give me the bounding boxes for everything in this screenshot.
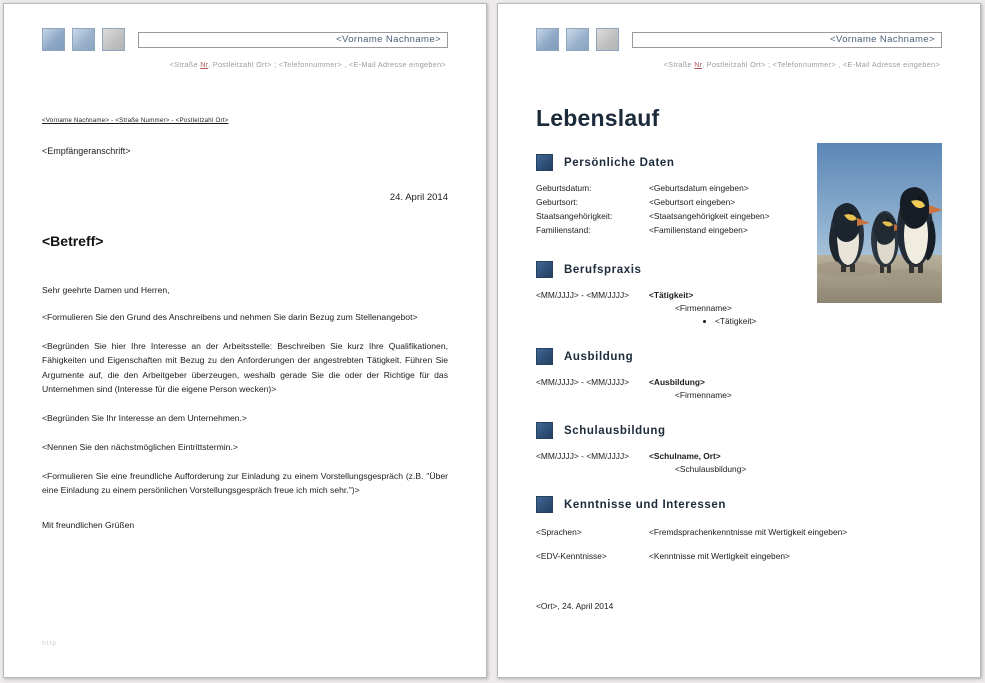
experience-bullet-list: [649, 316, 942, 326]
skills-value-it[interactable]: <Kenntnisse mit Wertigkeit eingeben>: [649, 551, 790, 561]
decor-square-gray-icon: [596, 28, 619, 51]
letter-subject[interactable]: <Betreff>: [42, 233, 104, 249]
skills-value-languages[interactable]: <Fremdsprachenkenntnisse mit Wertigkeit eingeben>: [649, 527, 848, 537]
cv-section-school-header: [536, 422, 942, 439]
section-marker-icon: [536, 422, 553, 439]
cv-education-entry[interactable]: [536, 377, 942, 400]
education-body: [649, 377, 942, 400]
experience-company[interactable]: <Firmenname>: [675, 303, 732, 313]
skills-key-it[interactable]: <EDV-Kenntnisse>: [536, 551, 607, 561]
letter-salutation[interactable]: Sehr geehrte Damen und Herren,: [42, 285, 170, 295]
cv-section-skills-title: Kenntnisse und Interessen: [564, 498, 726, 511]
skills-row-languages[interactable]: [536, 527, 942, 537]
table-row[interactable]: [536, 211, 770, 225]
experience-role[interactable]: <Tätigkeit>: [649, 290, 694, 300]
education-title[interactable]: <Ausbildung>: [649, 377, 705, 387]
applicant-photo[interactable]: [817, 143, 942, 303]
personal-value-birthplace[interactable]: <Geburtsort eingeben>: [649, 197, 736, 207]
letterhead-left: [4, 4, 486, 69]
page-cv[interactable]: [497, 3, 981, 678]
cv-section-personal-title: Persönliche Daten: [564, 156, 675, 169]
letter-closing[interactable]: Mit freundlichen Grüßen: [42, 519, 135, 530]
cv-title: Lebenslauf: [536, 105, 660, 131]
contact-line-left[interactable]: [42, 60, 448, 69]
letterhead-row: [42, 28, 448, 51]
letterhead-right: [498, 4, 980, 69]
section-marker-icon: [536, 348, 553, 365]
contact-line-right[interactable]: [536, 60, 942, 69]
decor-square-gray-icon: [102, 28, 125, 51]
cv-section-education-header: [536, 348, 942, 365]
name-field-right[interactable]: [632, 32, 942, 48]
contact-nr-right: Nr: [694, 60, 703, 69]
cv-school-entry[interactable]: [536, 451, 942, 474]
contact-prefix-left: <Straße: [169, 60, 201, 69]
recipient-address[interactable]: <Empfängeranschrift>: [42, 146, 131, 156]
experience-dates[interactable]: <MM/JJJJ> - <MM/JJJJ>: [536, 290, 630, 300]
cv-body: [498, 105, 980, 611]
decor-square-blue-icon: [42, 28, 65, 51]
personal-key-birthplace: Geburtsort:: [536, 197, 578, 207]
section-marker-icon: [536, 154, 553, 171]
letterhead-row-right: [536, 28, 942, 51]
education-dates[interactable]: <MM/JJJJ> - <MM/JJJJ>: [536, 377, 630, 387]
cv-section-skills-header: [536, 496, 942, 513]
letter-date[interactable]: 24. April 2014: [389, 192, 448, 203]
contact-rest-left: , Postleitzahl Ort> ; <Telefonnummer> , <E-Mail Adresse eingeben>: [208, 60, 446, 69]
letter-paragraph-4[interactable]: <Nennen Sie den nächstmöglichen Eintrittstermin.>: [42, 442, 238, 453]
letter-paragraph-3[interactable]: <Begründen Sie Ihr Interesse an dem Unternehmen.>: [42, 412, 247, 423]
letter-paragraph-5[interactable]: <Formulieren Sie eine freundliche Aufforderung zur Einladung zu einem Vorstellungsgespräch (z.B. "Über eine Einladung zu einem persönlichen Vorstellungsgespräch freue ich mich sehr.")>: [42, 471, 448, 496]
personal-key-marital: Familienstand:: [536, 225, 591, 235]
school-name[interactable]: <Schulname, Ort>: [649, 451, 721, 461]
education-company[interactable]: <Firmenname>: [675, 390, 732, 400]
letter-paragraph-1[interactable]: <Formulieren Sie den Grund des Anschreibens und nehmen Sie darin Bezug zum Stellenangebot>: [42, 312, 418, 322]
page-cover-letter[interactable]: [3, 3, 487, 678]
personal-value-nationality[interactable]: <Staatsangehörigkeit eingeben>: [649, 211, 770, 221]
section-marker-icon: [536, 261, 553, 278]
name-field-left[interactable]: [138, 32, 448, 48]
sender-address-line[interactable]: <Vorname Nachname> - <Straße Nummer> - <Postleitzahl Ort>: [42, 117, 229, 124]
section-marker-icon: [536, 496, 553, 513]
contact-nr-left: Nr: [200, 60, 209, 69]
school-body: [649, 451, 942, 474]
table-row[interactable]: [536, 225, 770, 239]
skills-key-languages[interactable]: <Sprachen>: [536, 527, 582, 537]
personal-key-birthdate: Geburtsdatum:: [536, 183, 592, 193]
contact-prefix-right: <Straße: [663, 60, 695, 69]
cv-section-education-title: Ausbildung: [564, 350, 634, 363]
decor-square-lightblue-icon: [72, 28, 95, 51]
personal-key-nationality: Staatsangehörigkeit:: [536, 211, 613, 221]
list-item[interactable]: • <Tätigkeit>: [715, 316, 942, 326]
cv-section-experience-title: Berufspraxis: [564, 263, 642, 276]
decor-square-blue-icon: [536, 28, 559, 51]
cv-section-school-title: Schulausbildung: [564, 424, 666, 437]
personal-value-marital[interactable]: <Familienstand eingeben>: [649, 225, 748, 235]
school-dates[interactable]: <MM/JJJJ> - <MM/JJJJ>: [536, 451, 630, 461]
letter-body: [4, 117, 486, 530]
contact-rest-right: , Postleitzahl Ort> ; <Telefonnummer> , <E-Mail Adresse eingeben>: [702, 60, 940, 69]
table-row[interactable]: [536, 197, 770, 211]
letter-paragraph-2[interactable]: <Begründen Sie hier Ihre Interesse an der Arbeitsstelle: Beschreiben Sie kurz Ihre Qualifikationen, Fähigkeiten und Eigenschaften mit Bezug zu den Anforderungen der angestrebten Tätigkeit. Führen Sie Argumente auf, die den Arbeitgeber überzeugen, weshalb gerade Sie die oder der Richtige für das Unternehmen sind (Interesse für die eigene Person wecken)>: [42, 341, 448, 394]
decor-square-lightblue-icon: [566, 28, 589, 51]
personal-value-birthdate[interactable]: <Geburtsdatum eingeben>: [649, 183, 749, 193]
letter-footer-note: http: [42, 640, 57, 647]
school-type[interactable]: <Schulausbildung>: [675, 464, 747, 474]
name-placeholder-right: <Vorname Nachname>: [830, 34, 935, 45]
name-placeholder-left: <Vorname Nachname>: [336, 34, 441, 45]
cv-personal-data-table: [536, 183, 770, 239]
skills-row-it[interactable]: [536, 551, 942, 561]
cv-place-date[interactable]: <Ort>, 24. April 2014: [536, 601, 614, 611]
table-row[interactable]: [536, 183, 770, 197]
